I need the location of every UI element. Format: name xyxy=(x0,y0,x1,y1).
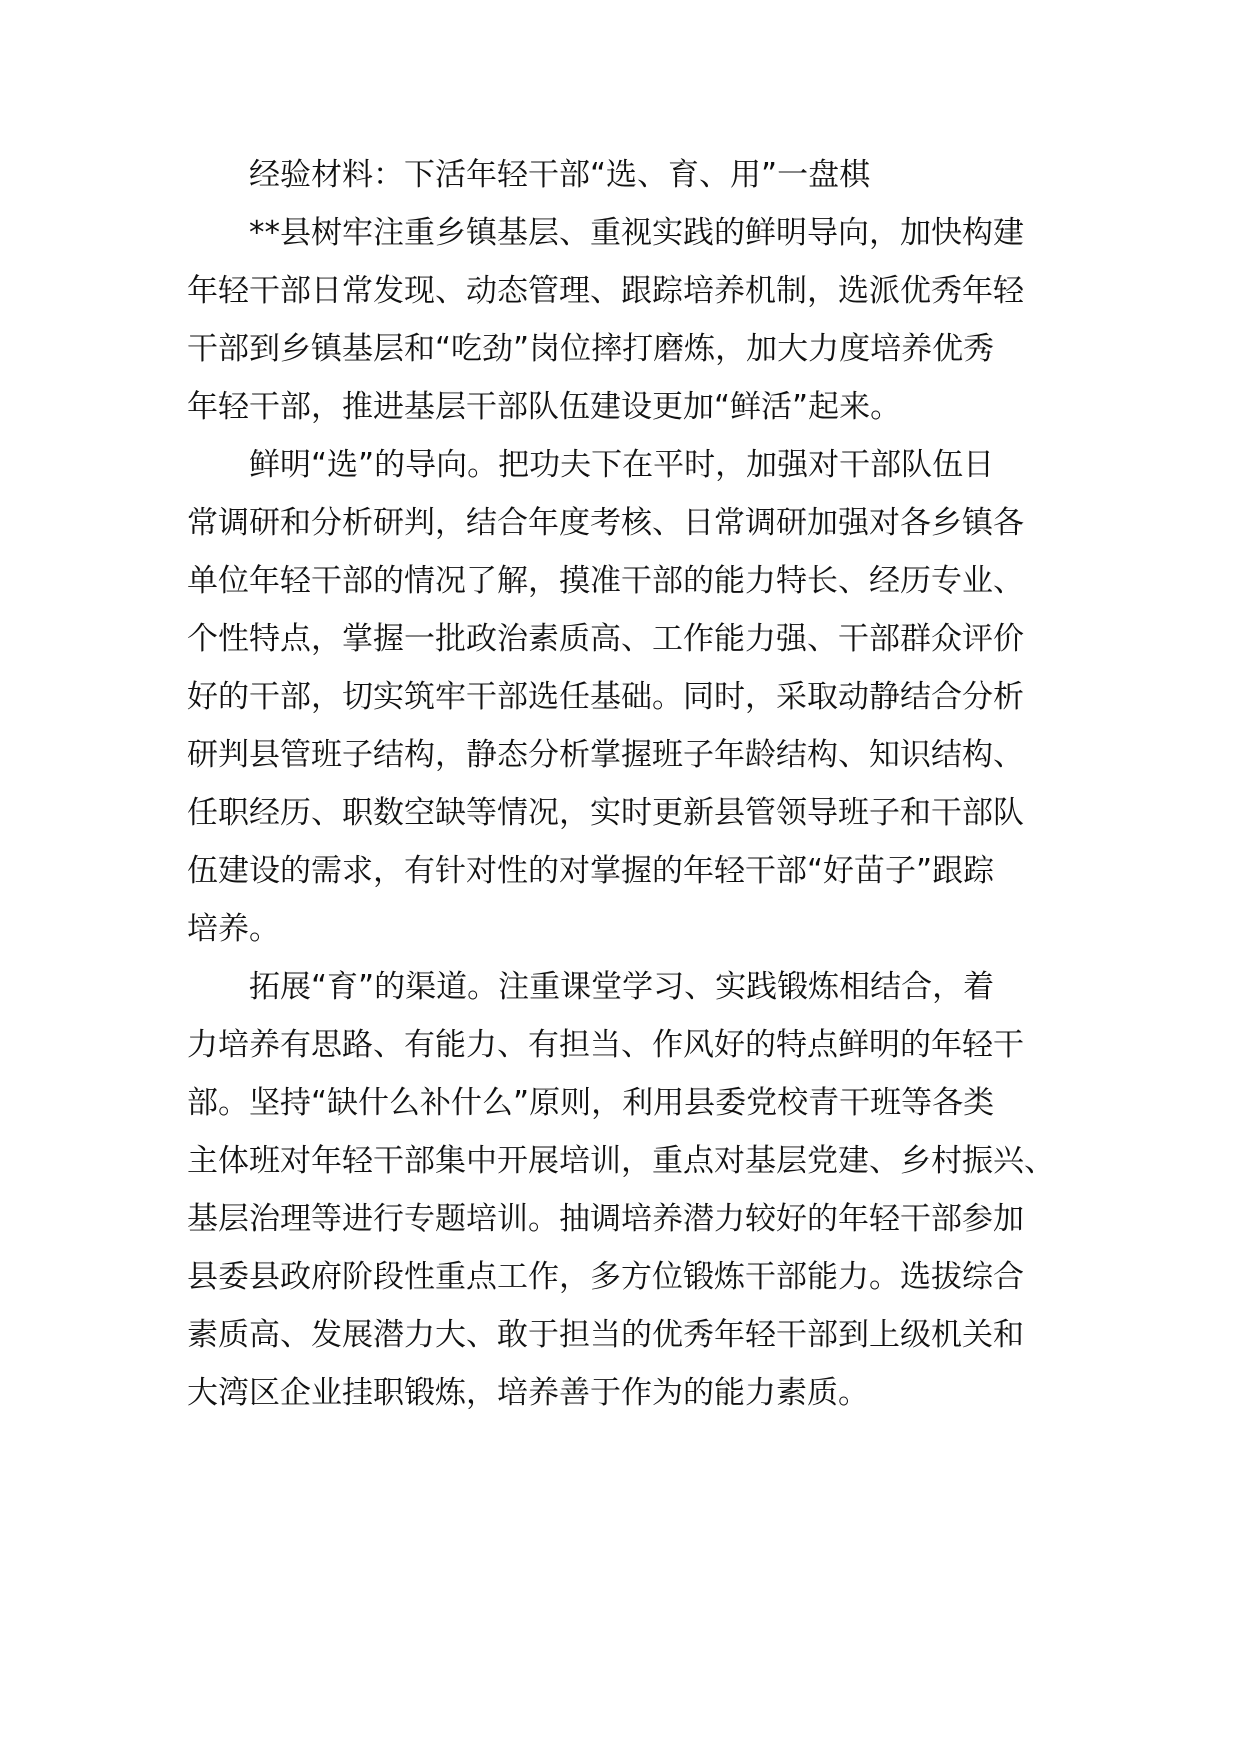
paragraph-2-line-5: 好的干部，切实筑牢干部选任基础。同时，采取动静结合分析 xyxy=(187,679,1024,715)
paragraph-2-line-6: 研判县管班子结构，静态分析掌握班子年龄结构、知识结构、 xyxy=(187,737,1024,773)
paragraph-1-line-4: 年轻干部，推进基层干部队伍建设更加“鲜活”起来。 xyxy=(187,389,902,425)
paragraph-2-line-8: 伍建设的需求，有针对性的对掌握的年轻干部“好苗子”跟踪 xyxy=(187,853,995,889)
paragraph-2-line-1: 鲜明“选”的导向。把功夫下在平时，加强对干部队伍日 xyxy=(249,447,995,483)
paragraph-3-line-7: 素质高、发展潜力大、敢于担当的优秀年轻干部到上级机关和 xyxy=(187,1317,1024,1353)
paragraph-3-line-1: 拓展“育”的渠道。注重课堂学习、实践锻炼相结合，着 xyxy=(249,969,995,1005)
paragraph-3-line-3: 部。坚持“缺什么补什么”原则，利用县委党校青干班等各类 xyxy=(187,1085,995,1121)
document-title: 经验材料：下活年轻干部“选、育、用”一盘棋 xyxy=(249,157,871,193)
paragraph-3-line-2: 力培养有思路、有能力、有担当、作风好的特点鲜明的年轻干 xyxy=(187,1027,1024,1063)
paragraph-3-line-6: 县委县政府阶段性重点工作，多方位锻炼干部能力。选拔综合 xyxy=(187,1259,1024,1295)
paragraph-2-line-2: 常调研和分析研判，结合年度考核、日常调研加强对各乡镇各 xyxy=(187,505,1024,541)
paragraph-3-line-4: 主体班对年轻干部集中开展培训，重点对基层党建、乡村振兴、 xyxy=(187,1143,1055,1179)
paragraph-1-line-3: 干部到乡镇基层和“吃劲”岗位摔打磨炼，加大力度培养优秀 xyxy=(187,331,995,367)
paragraph-2-line-4: 个性特点，掌握一批政治素质高、工作能力强、干部群众评价 xyxy=(187,621,1024,657)
paragraph-1-line-2: 年轻干部日常发现、动态管理、跟踪培养机制，选派优秀年轻 xyxy=(187,273,1024,309)
paragraph-3-line-5: 基层治理等进行专题培训。抽调培养潜力较好的年轻干部参加 xyxy=(187,1201,1024,1237)
paragraph-2-line-3: 单位年轻干部的情况了解，摸准干部的能力特长、经历专业、 xyxy=(187,563,1024,599)
paragraph-2-line-7: 任职经历、职数空缺等情况，实时更新县管领导班子和干部队 xyxy=(187,795,1024,831)
paragraph-1-line-1: **县树牢注重乡镇基层、重视实践的鲜明导向，加快构建 xyxy=(249,215,1024,251)
paragraph-3-line-8: 大湾区企业挂职锻炼，培养善于作为的能力素质。 xyxy=(187,1375,869,1411)
paragraph-2-line-9: 培养。 xyxy=(187,911,280,947)
